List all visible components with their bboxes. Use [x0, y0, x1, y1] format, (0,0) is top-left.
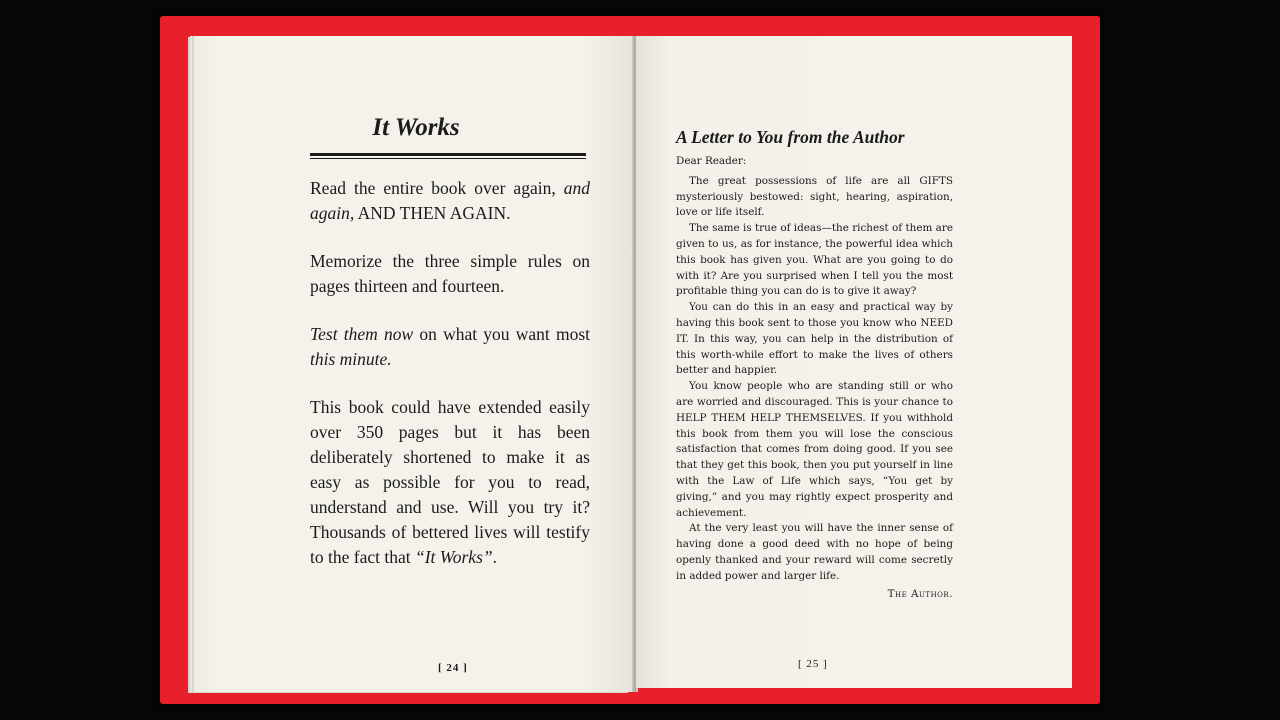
salutation: Dear Reader: — [676, 155, 747, 167]
left-paragraph — [310, 176, 590, 226]
letter-paragraph: The great possessions of life are all GIFTS mysteriously bestowed: sight, hearing, aspiration, love or life itself. — [676, 174, 953, 219]
title-double-rule — [310, 153, 586, 159]
left-paragraph — [310, 322, 590, 372]
body-text: This book could have extended easily over 350 pages but it has been deliberately shortened to make it as easy as possible for you to read, understand and use. Will you try it? Thousands of bettered lives will testify to the fact that — [310, 397, 590, 567]
right-page — [636, 36, 1072, 688]
body-text: . — [492, 547, 497, 567]
body-text: on what you want most — [413, 324, 590, 344]
body-text: Read the entire book over again, — [310, 178, 564, 198]
italic-text: Test them now — [310, 324, 414, 344]
left-page-title: It Works — [372, 114, 460, 141]
page-number-left: [ 24 ] — [438, 662, 468, 674]
left-page-body — [310, 176, 590, 593]
right-page-title: A Letter to You from the Author — [676, 127, 905, 147]
italic-text: “It Works” — [414, 547, 493, 567]
left-paragraph — [310, 249, 590, 299]
page-number-right: [ 25 ] — [798, 658, 828, 670]
body-text: AND THEN AGAIN. — [354, 203, 511, 223]
italic-text: this minute. — [310, 349, 392, 369]
letter-body — [676, 154, 953, 602]
left-paragraph — [310, 395, 590, 570]
letter-paragraph: At the very least you will have the inner sense of having done a good deed with no hope of being openly thanked and your reward will come secretly in added power and larger life. — [676, 522, 953, 582]
letter-paragraph: You know people who are standing still or who are worried and discouraged. This is your chance to HELP THEM HELP THEMSELVES. If you withhold this book from them you will lose the conscious satisfaction that comes from doing good. If you see that they get this book, then you put yourself in line with the Law of Life which says, “You get by giving,” and you may rightly expect prosperity and achievement. — [676, 380, 953, 519]
body-text: Memorize the three simple rules on pages thirteen and fourteen. — [310, 251, 590, 296]
left-page — [194, 36, 634, 692]
letter-paragraph: You can do this in an easy and practical way by having this book sent to those you know who NEED IT. In this way, you can help in the distribution of this worth-while effort to make the lives of others better and happier. — [676, 301, 953, 377]
letter-paragraph: The same is true of ideas—the richest of them are given to us, as for instance, the powerful idea which this book has given you. What are you going to do with it? Are you surprised when I tell you the most profitable thing you can do is to give it away? — [676, 222, 953, 298]
signature: The Author. — [887, 587, 953, 600]
italic-text: and again, — [310, 178, 590, 223]
